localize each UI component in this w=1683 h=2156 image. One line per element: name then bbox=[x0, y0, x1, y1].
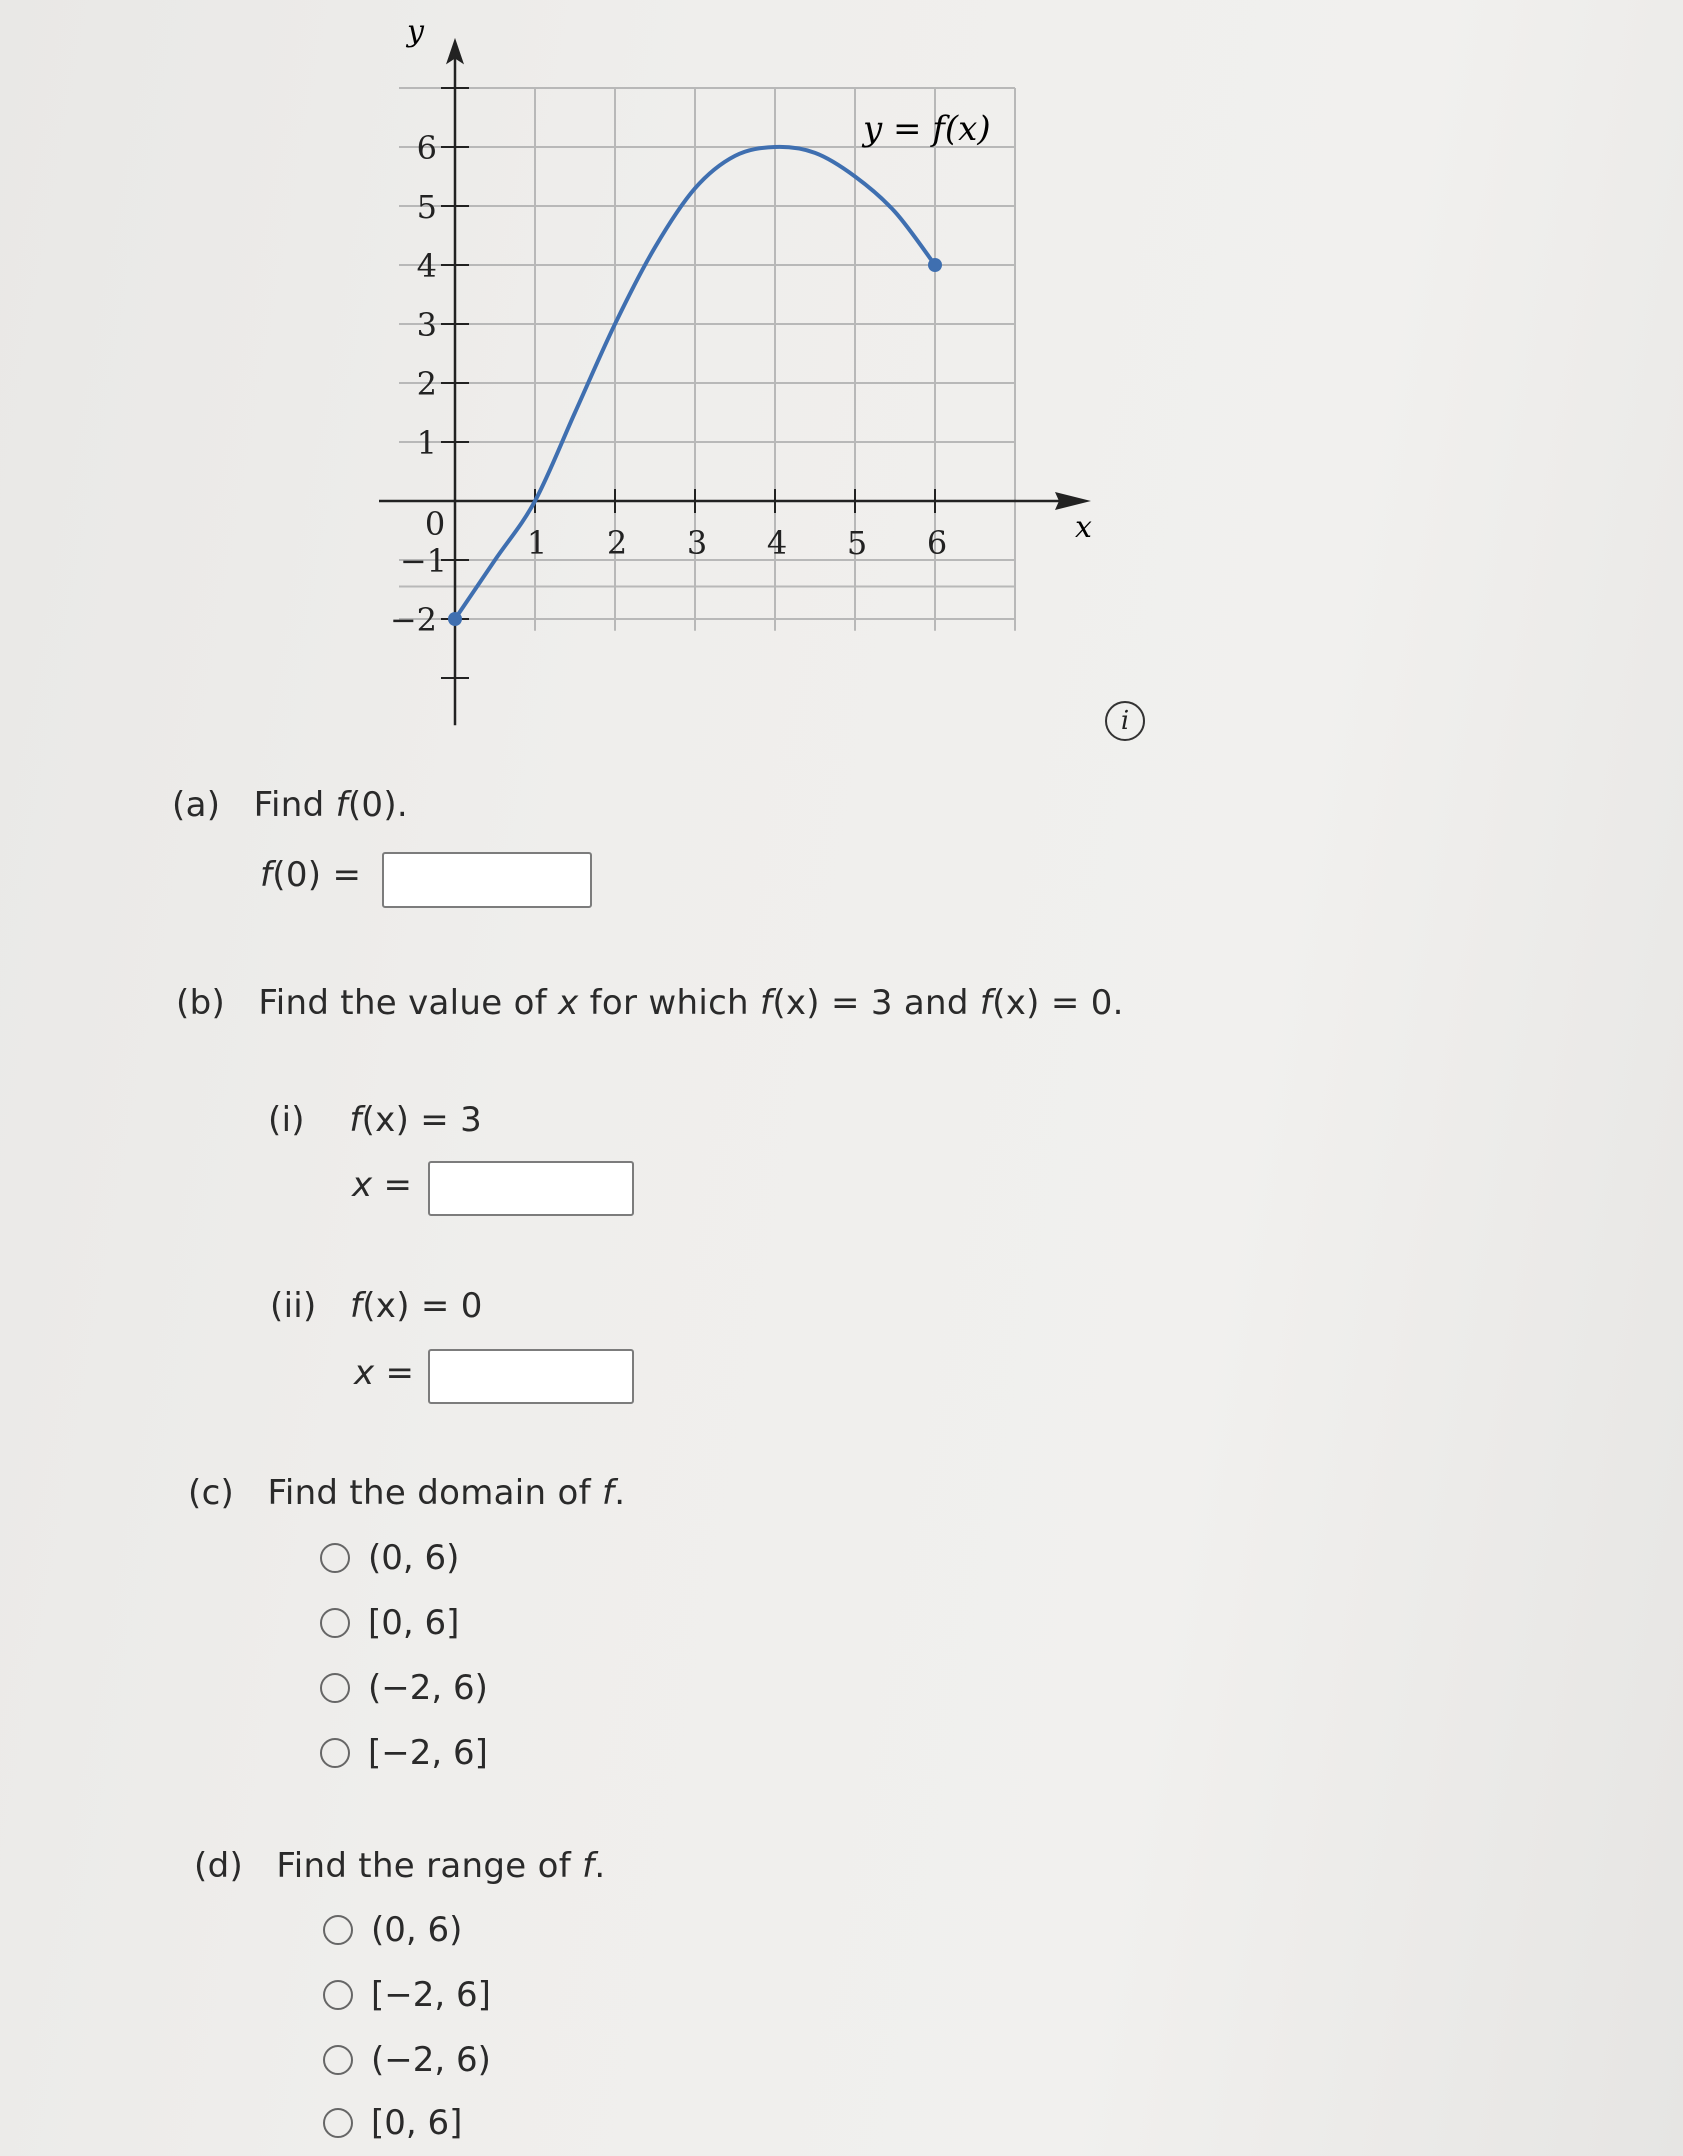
part-b-i-answer-eq: = bbox=[372, 1165, 413, 1205]
part-d-prompt-fn: f bbox=[582, 1846, 595, 1886]
domain-option[interactable] bbox=[320, 1538, 459, 1578]
part-b-fn2: f bbox=[979, 983, 993, 1023]
radio-button[interactable] bbox=[320, 1543, 350, 1573]
range-option[interactable] bbox=[323, 1910, 462, 1950]
radio-button[interactable] bbox=[323, 2108, 353, 2138]
x-axis-label: x bbox=[1075, 510, 1092, 545]
part-a-prompt-text: Find bbox=[253, 785, 336, 825]
part-d-prompt-text: Find the range of bbox=[276, 1846, 583, 1886]
part-b-label: (b) bbox=[176, 983, 226, 1023]
option-label: [0, 6] bbox=[368, 1603, 460, 1643]
y-tick-label: 5 bbox=[416, 188, 437, 226]
x-for-f0-input[interactable] bbox=[428, 1349, 634, 1404]
info-icon[interactable] bbox=[1105, 701, 1145, 741]
part-b-prompt-text: Find the value of bbox=[258, 983, 559, 1023]
part-b-ii-label: (ii) bbox=[270, 1286, 317, 1326]
x-tick-label: 6 bbox=[926, 524, 948, 562]
part-b-prompt-x: x bbox=[558, 983, 579, 1023]
part-a-prompt bbox=[172, 785, 408, 825]
part-d-label: (d) bbox=[194, 1846, 244, 1886]
radio-button[interactable] bbox=[323, 1915, 353, 1945]
part-d-prompt-post: . bbox=[594, 1846, 606, 1886]
part-a-prompt-post: (0). bbox=[347, 785, 409, 825]
part-b-i-var: x bbox=[352, 1165, 373, 1205]
part-b-eq2: (x) = 0. bbox=[992, 983, 1124, 1023]
endpoint-dot bbox=[448, 612, 462, 626]
radio-button[interactable] bbox=[320, 1673, 350, 1703]
part-c-label: (c) bbox=[188, 1473, 235, 1513]
part-b-i-fn: f bbox=[349, 1100, 362, 1140]
part-b-prompt bbox=[176, 983, 1124, 1023]
part-a-prompt-fn: f bbox=[335, 785, 348, 825]
f0-answer-input[interactable] bbox=[382, 852, 592, 908]
info-glyph: i bbox=[1120, 706, 1130, 736]
x-tick-label: 5 bbox=[846, 524, 868, 562]
option-label: [0, 6] bbox=[371, 2103, 463, 2143]
part-b-prompt-mid: for which bbox=[578, 983, 761, 1023]
y-tick-label: −1 bbox=[399, 542, 447, 580]
curve-label: y = f(x) bbox=[863, 108, 991, 149]
y-tick-label: 4 bbox=[416, 247, 437, 285]
y-tick-label: 0 bbox=[424, 505, 446, 543]
domain-option[interactable] bbox=[320, 1668, 488, 1708]
option-label: [−2, 6] bbox=[371, 1975, 491, 2015]
y-tick-label: 6 bbox=[416, 129, 437, 167]
y-tick-label: 2 bbox=[416, 365, 437, 403]
domain-option[interactable] bbox=[320, 1733, 488, 1773]
y-tick-label: 1 bbox=[416, 424, 437, 462]
range-option[interactable] bbox=[323, 2040, 491, 2080]
function-graph bbox=[360, 20, 1120, 730]
part-b-i-label: (i) bbox=[268, 1100, 305, 1140]
part-a-answer-rest: (0) = bbox=[272, 855, 362, 895]
y-tick-label: −2 bbox=[389, 601, 437, 639]
endpoint-dot bbox=[928, 258, 942, 272]
part-b-ii-answer-label bbox=[354, 1353, 414, 1393]
option-label: (0, 6) bbox=[368, 1538, 460, 1578]
part-b-i-eq: (x) = 3 bbox=[361, 1100, 483, 1140]
part-d-prompt bbox=[194, 1846, 605, 1886]
part-b-ii-prompt bbox=[270, 1286, 483, 1326]
x-tick-label: 2 bbox=[606, 524, 628, 562]
domain-option[interactable] bbox=[320, 1603, 459, 1643]
option-label: (−2, 6) bbox=[368, 1668, 488, 1708]
part-b-ii-fn: f bbox=[349, 1286, 363, 1326]
part-b-eq1: (x) = 3 and bbox=[772, 983, 980, 1023]
y-tick-label: 3 bbox=[416, 306, 437, 344]
part-a-answer-label bbox=[260, 855, 361, 895]
part-c-prompt-fn: f bbox=[601, 1473, 615, 1513]
part-b-fn1: f bbox=[760, 983, 773, 1023]
x-tick-label: 1 bbox=[526, 524, 548, 562]
part-c-prompt bbox=[188, 1473, 625, 1513]
option-label: (0, 6) bbox=[371, 1910, 463, 1950]
y-axis-label: y bbox=[407, 20, 424, 49]
range-option[interactable] bbox=[323, 1975, 491, 2015]
option-label: (−2, 6) bbox=[371, 2040, 491, 2080]
part-b-ii-answer-eq: = bbox=[374, 1353, 415, 1393]
part-b-i-answer-label bbox=[352, 1165, 412, 1205]
radio-button[interactable] bbox=[320, 1608, 350, 1638]
part-b-ii-var: x bbox=[354, 1353, 375, 1393]
part-c-prompt-post: . bbox=[614, 1473, 626, 1513]
radio-button[interactable] bbox=[320, 1738, 350, 1768]
part-b-i-prompt bbox=[268, 1100, 482, 1140]
x-for-f3-input[interactable] bbox=[428, 1161, 634, 1216]
option-label: [−2, 6] bbox=[368, 1733, 488, 1773]
part-c-prompt-text: Find the domain of bbox=[267, 1473, 602, 1513]
part-a-label: (a) bbox=[172, 785, 221, 825]
radio-button[interactable] bbox=[323, 1980, 353, 2010]
range-option[interactable] bbox=[323, 2103, 462, 2143]
part-a-answer-fn: f bbox=[260, 855, 273, 895]
radio-button[interactable] bbox=[323, 2045, 353, 2075]
part-b-ii-eq: (x) = 0 bbox=[362, 1286, 483, 1326]
x-tick-label: 3 bbox=[686, 524, 708, 562]
x-axis-arrow bbox=[1055, 492, 1091, 510]
x-tick-label: 4 bbox=[766, 524, 788, 562]
